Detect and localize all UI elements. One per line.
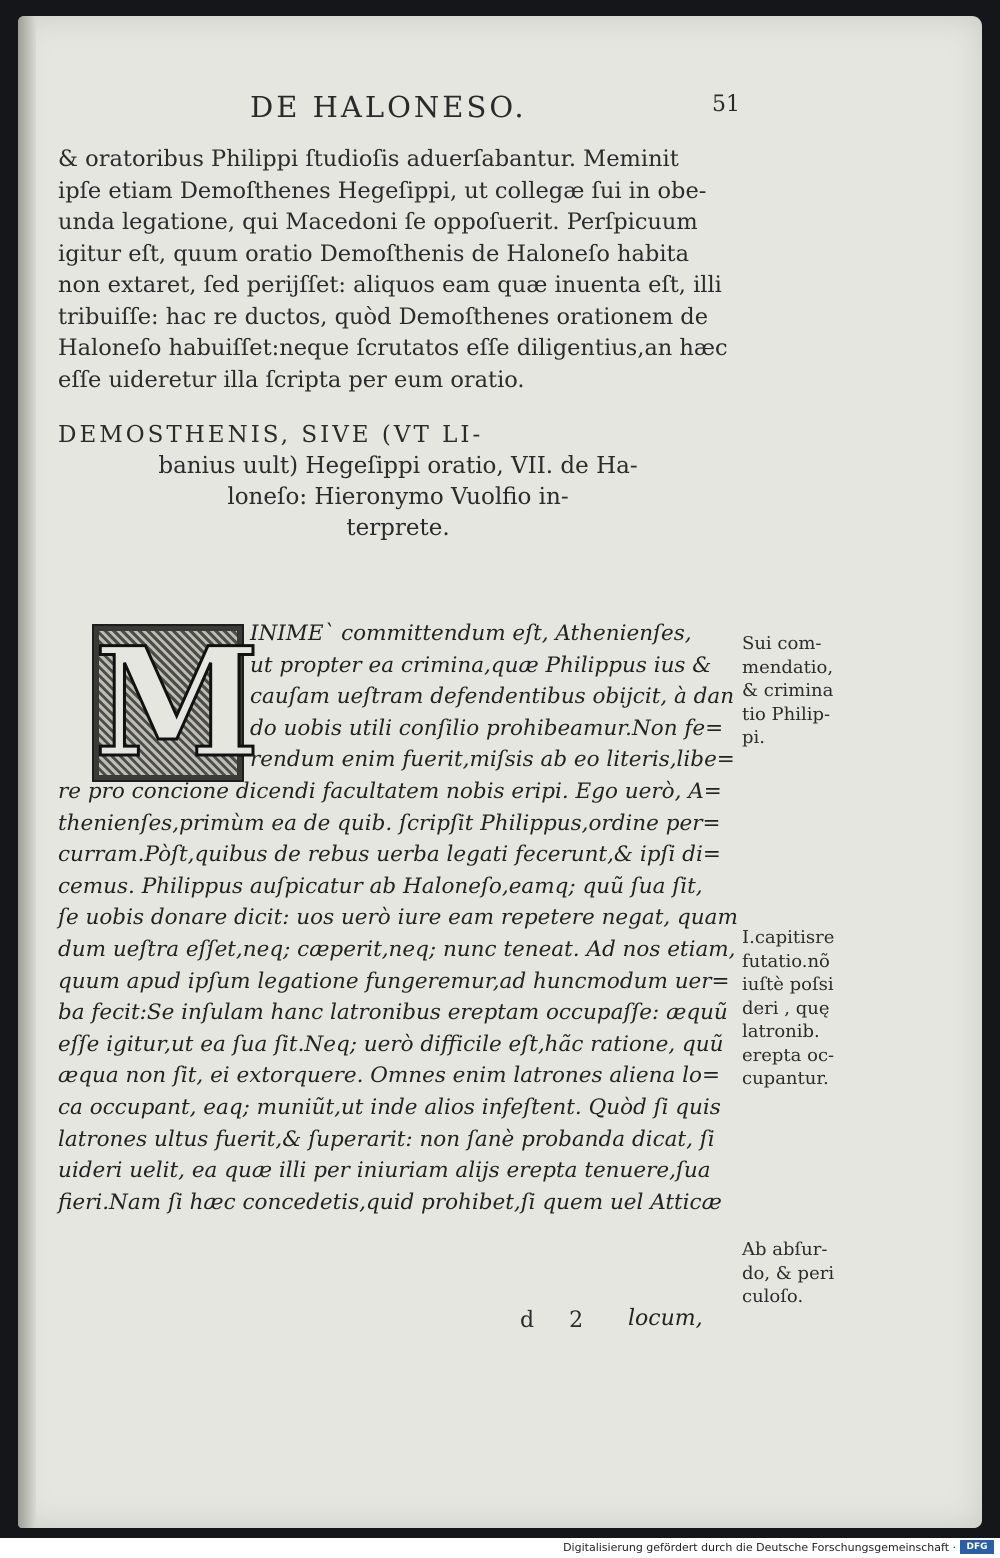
margin-line: Sui com- — [742, 633, 822, 654]
margin-line: iuſtè poſsi — [742, 974, 834, 995]
text-line: & oratoribus Philippi ſtudioſis aduerſabantur. Meminit — [58, 146, 679, 172]
margin-line: mendatio, — [742, 656, 834, 678]
text-line: eſſe igitur,ut ea ſua ſit.Neq; uerò difficile eſt,hãc ratione, quũ — [58, 1031, 724, 1057]
text-line: æqua non ſit, ei extorquere. Omnes enim latrones aliena lo= — [58, 1063, 720, 1089]
margin-line: cupantur. — [742, 1068, 829, 1089]
title-line: loneſo: Hieronymo Vuolfio in- — [227, 484, 569, 510]
text-line: eſſe uideretur illa ſcripta per eum oratio. — [58, 366, 525, 393]
margin-line: tio Philip- — [742, 703, 831, 725]
text-line: ſe uobis donare dicit: uos uerò iure eam repetere negat, quam — [58, 905, 738, 931]
margin-line: do, & peri — [742, 1262, 835, 1284]
text-line: thenienſes,primùm ea de quib. ſcripſit Philippus,ordine per= — [58, 810, 721, 836]
margin-line: I.capitisre — [742, 927, 835, 948]
margin-line: latronib. — [742, 1021, 820, 1042]
title-line: DEMOSTHENIS, SIVE (VT LI- — [58, 422, 484, 448]
marginal-note — [742, 926, 882, 1091]
text-line: ba fecit:Se inſulam hanc latronibus ereptam occupaſſe: æquũ — [58, 1000, 728, 1026]
text-line: ut propter ea crimina,quæ Philippus ius & — [250, 652, 712, 678]
text-line: fieri.Nam ſi hæc concedetis,quid prohibet,ſi quem uel Atticæ — [58, 1189, 722, 1215]
text-line: tribuiſſe: hac re ductos, quòd Demoſthenes orationem de — [58, 303, 709, 330]
page-gutter — [18, 16, 36, 1528]
margin-line: futatio.nõ — [742, 950, 830, 972]
text-line: ipſe etiam Demoſthenes Hegeſippi, ut collegæ ſui in obe- — [58, 177, 707, 204]
title-line: banius uult) Hegeſippi oratio, VII. de Ha- — [158, 453, 638, 479]
margin-line: Ab abſur- — [742, 1239, 828, 1260]
margin-line: erepta oc- — [742, 1044, 835, 1066]
text-line: unda legatione, qui Macedoni ſe oppoſuerit. Perſpicuum — [58, 209, 698, 235]
signature-mark: d 2 — [520, 1308, 598, 1333]
text-line: cauſam ueſtram defendentibus obijcit, à dan — [250, 684, 735, 710]
page-number: 51 — [712, 92, 740, 117]
text-line: rendum enim fuerit,miſsis ab eo literis,libe= — [250, 747, 735, 773]
footer-credit: Digitalisierung gefördert durch die Deutsche Forschungsgemeinschaft · — [563, 1541, 956, 1554]
running-head: DE HALONESO. — [250, 90, 527, 124]
oration-body — [58, 615, 738, 1218]
text-line: dum ueſtra eſſet,neq; cæperit,neq; nunc teneat. Ad nos etiam, — [58, 936, 736, 962]
text-line: quum apud ipſum legatione fungeremur,ad huncmodum uer= — [58, 968, 730, 994]
text-line: latrones ultus fuerit,& ſuperarit: non ſanè probanda dicat, ſi — [58, 1126, 715, 1152]
margin-line: culoſo. — [742, 1286, 804, 1307]
title-line: terprete. — [346, 515, 450, 541]
text-line: INIME` committendum eſt, Athenienſes, — [250, 621, 692, 646]
marginal-note — [742, 632, 882, 750]
oration-title — [58, 420, 738, 544]
text-line: re pro concione dicendi facultatem nobis eripi. Ego uerò, A= — [58, 778, 722, 804]
text-line: do uobis utili conſilio prohibeamur.Non fe= — [250, 715, 724, 741]
preface-paragraph — [58, 144, 758, 396]
initial-letter: M — [94, 615, 261, 791]
text-line: non extaret, ſed perijſſet: aliquos eam quæ inuenta eſt, illi — [58, 272, 722, 298]
text-line: ca occupant, eaq; muniũt,ut inde alios infeſtent. Quòd ſi quis — [58, 1094, 721, 1120]
margin-line: & crimina — [742, 680, 834, 701]
text-line: uideri uelit, ea quæ illi per iniuriam alijs erepta tenuere,ſua — [58, 1158, 711, 1184]
dfg-logo: DFG — [960, 1540, 994, 1554]
margin-line: pi. — [742, 727, 766, 748]
margin-line: deri , quę — [742, 997, 830, 1019]
catchword: locum, — [628, 1306, 703, 1331]
text-line: igitur eſt, quum oratio Demoſthenis de Haloneſo habita — [58, 240, 689, 267]
text-line: cemus. Philippus auſpicatur ab Haloneſo,eamq; quũ ſua ſit, — [58, 873, 703, 899]
text-line: curram.Pòſt,quibus de rebus uerba legati fecerunt,& ipſi di= — [58, 842, 721, 868]
text-line: Haloneſo habuiſſet:neque ſcrutatos eſſe diligentius,an hæc — [58, 335, 728, 361]
marginal-note — [742, 1238, 882, 1309]
